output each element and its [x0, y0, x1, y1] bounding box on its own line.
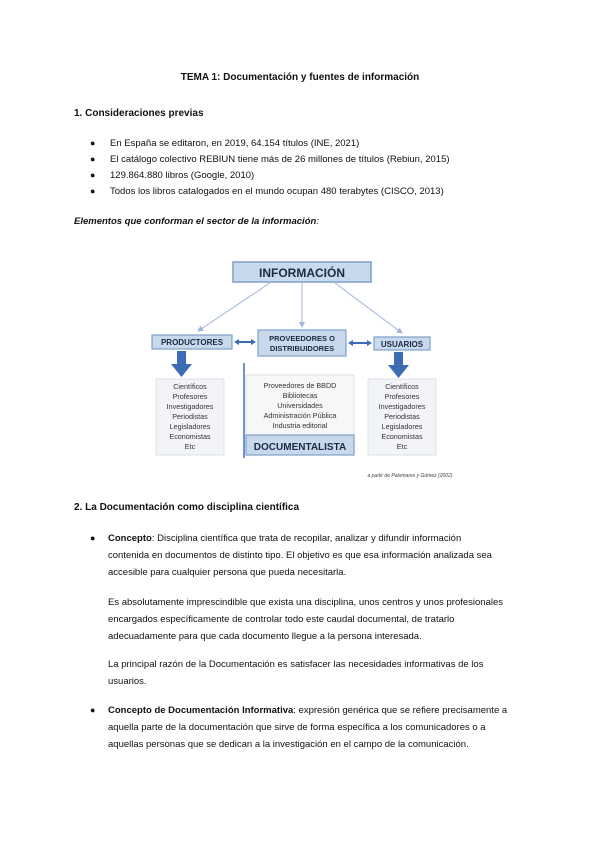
- svg-text:Legisladores: Legisladores: [169, 422, 211, 431]
- concepto-paragraph: Concepto: Disciplina científica que trata de recopilar, analizar y difundir información contenida en documentos de distinto tipo. El objetivo es que esa información analizada sea accesible para cualquier persona que pueda necesitarla.: [108, 533, 492, 578]
- documentalista-label: DOCUMENTALISTA: [253, 442, 347, 453]
- bullet-dot-icon: ●: [90, 154, 96, 164]
- svg-text:Economistas: Economistas: [381, 432, 423, 441]
- diagram-caption: Elementos que conforman el sector de la información:: [74, 216, 319, 227]
- svg-text:Bibliotecas: Bibliotecas: [282, 391, 318, 400]
- svg-text:Administración Pública: Administración Pública: [263, 411, 337, 420]
- svg-text:Proveedores de BBDD: Proveedores de BBDD: [263, 381, 337, 390]
- diagram-source: a partir de Palomares y Gómez (2002): [367, 473, 453, 479]
- svg-text:Profesores: Profesores: [172, 392, 208, 401]
- bullet-dot-icon: ●: [90, 170, 96, 180]
- svg-text:Investigadores: Investigadores: [378, 402, 426, 411]
- usuarios-label: USUARIOS: [380, 340, 424, 349]
- productores-list: [167, 382, 214, 451]
- svg-text:Economistas: Economistas: [169, 432, 211, 441]
- down-arrow-icon: [171, 364, 192, 377]
- svg-text:Investigadores: Investigadores: [166, 402, 214, 411]
- svg-text:Científicos: Científicos: [385, 382, 419, 391]
- body-paragraph: Es absolutamente imprescindible que exista una disciplina, unos centros y unos profesionales encargados específicamente de controlar todo este caudal documental, de tratarlo adecuadamente para que cada documento llegue a la persona interesada.: [108, 597, 504, 642]
- svg-text:Periodistas: Periodistas: [172, 412, 208, 421]
- information-sector-diagram: [140, 255, 465, 485]
- bullet-dot-icon: ●: [90, 138, 96, 148]
- svg-text:Científicos: Científicos: [173, 382, 207, 391]
- usuarios-list: [379, 382, 426, 451]
- svg-text:Etc: Etc: [396, 442, 408, 451]
- section-heading-2: 2. La Documentación como disciplina científica: [74, 502, 300, 513]
- body-paragraph: La principal razón de la Documentación es satisfacer las necesidades informativas de los usuarios.: [108, 659, 484, 687]
- svg-text:Profesores: Profesores: [384, 392, 420, 401]
- productores-label: PRODUCTORES: [160, 338, 224, 347]
- proveedores-label-2: DISTRIBUIDORES: [269, 344, 335, 353]
- informacion-label: INFORMACIÓN: [259, 266, 345, 280]
- bullet-dot-icon: ●: [90, 186, 96, 196]
- bullet-dot-icon: ●: [90, 705, 96, 715]
- section-heading-1: 1. Consideraciones previas: [74, 108, 204, 119]
- proveedores-label-1: PROVEEDORES O: [269, 334, 335, 343]
- svg-text:Periodistas: Periodistas: [384, 412, 420, 421]
- svg-text:Industria editorial: Industria editorial: [272, 421, 328, 430]
- svg-text:Etc: Etc: [184, 442, 196, 451]
- bullet-dot-icon: ●: [90, 533, 96, 543]
- svg-text:Legisladores: Legisladores: [381, 422, 423, 431]
- down-arrow-icon: [388, 365, 409, 378]
- svg-text:Universidades: Universidades: [277, 401, 323, 410]
- documentacion-informativa-paragraph: Concepto de Documentación Informativa: expresión genérica que se refiere precisamente a aquella parte de la documentación que sirve de forma específica a los comunicadores o a aquellas personas que se dedican a la investigación en el campo de la comunicación.: [108, 705, 508, 750]
- page-title: TEMA 1: Documentación y fuentes de información: [180, 72, 420, 83]
